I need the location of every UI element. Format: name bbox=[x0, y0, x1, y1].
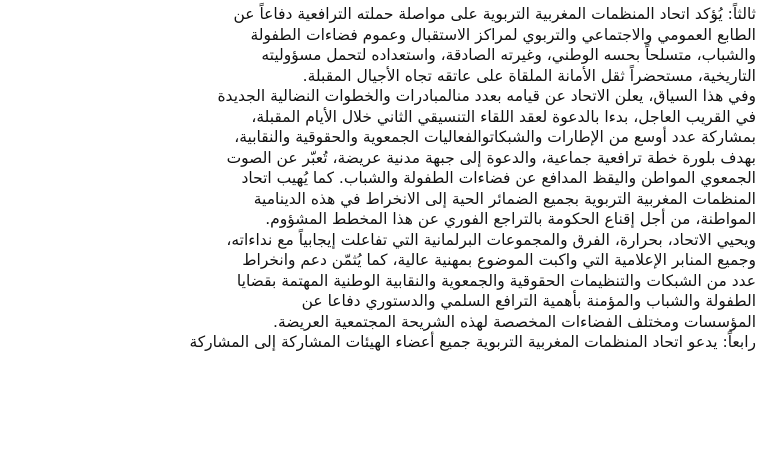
text-line-8: بهدف بلورة خطة ترافعية جماعية، والدعوة إلى جبهة مدنية عريضة، تُعبّر عن الصوت bbox=[226, 148, 756, 167]
text-line-1: ثالثاً: يُؤكد اتحاد المنظمات المغربية التربوية على مواصلة حملته الترافعية دفاعاً عن bbox=[233, 5, 756, 23]
text-line-12: ويحيي الاتحاد، بحرارة، الفرق والمجموعات البرلمانية التي تفاعلت إيجابياً مع نداءاته، bbox=[226, 230, 756, 249]
text-line-6: في القريب العاجل، بدءا بالدعوة لعقد اللقاء التنسيقي الثاني خلال الأيام المقبلة، bbox=[251, 107, 756, 126]
text-line-10: المنظمات المغربية التربوية بجميع الضمائر الحية إلى الانخراط في هذه الدينامية bbox=[253, 189, 756, 208]
text-line-17: رابعاً: يدعو اتحاد المنظمات المغربية التربوية جميع أعضاء الهيئات المشاركة إلى المشاركة bbox=[189, 333, 756, 351]
text-line-2: الطابع العمومي والاجتماعي والتربوي لمراكز الاستقبال وعموم فضاءات الطفولة bbox=[250, 25, 756, 44]
text-line-9: الجمعوي المواطن واليقظ المدافع عن فضاءات الطفولة والشباب. كما يُهيب اتحاد bbox=[241, 169, 756, 187]
text-line-7: بمشاركة عدد أوسع من الإطارات والشبكاتوالفعاليات الجمعوية والحقوقية والنقابية، bbox=[234, 128, 756, 146]
text-line-3: والشباب، متسلحاً بحسه الوطني، وغيرته الصادقة، واستعداده لتحمل مسؤوليته bbox=[261, 46, 756, 64]
text-line-11: المواطنة، من أجل إقناع الحكومة بالتراجع الفوري عن هذا المخطط المشؤوم. bbox=[265, 210, 756, 228]
text-line-13: وجميع المنابر الإعلامية التي واكبت الموضوع بمهنية عالية، كما يُثمّن دعم وانخراط bbox=[242, 251, 756, 269]
text-line-14: عدد من الشبكات والتنظيمات الحقوقية والجمعوية والنقابية الوطنية المهتمة بقضايا bbox=[236, 271, 756, 290]
text-line-4: التاريخية، مستحضراً ثقل الأمانة الملقاة على عاتقه تجاه الأجيال المقبلة. bbox=[302, 66, 756, 85]
text-line-5: وفي هذا السياق، يعلن الاتحاد عن قيامه بعدد منالمبادرات والخطوات النضالية الجديدة bbox=[217, 87, 756, 105]
text-line-15: الطفولة والشباب والمؤمنة بأهمية الترافع السلمي والدستوري دفاعا عن bbox=[301, 292, 756, 310]
text-line-16: المؤسسات ومختلف الفضاءات المخصصة لهذه الشريحة المجتمعية العريضة. bbox=[273, 312, 756, 331]
document-body bbox=[24, 4, 756, 353]
